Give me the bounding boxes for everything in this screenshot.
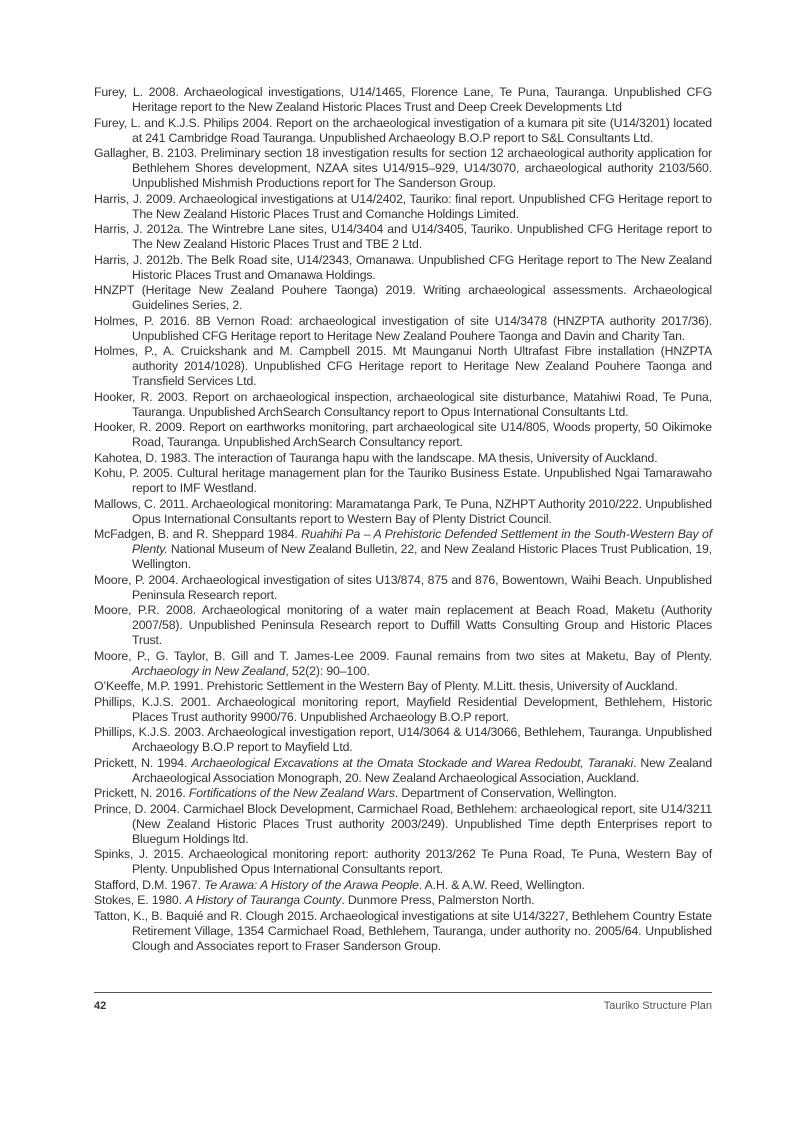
reference-text: Kahotea, D. 1983. The interaction of Tauranga hapu with the landscape. MA thesis, University of Auckland. (94, 450, 658, 465)
reference-text: Furey, L. and K.J.S. Philips 2004. Report on the archaeological investigation of a kumara pit site (U14/3201) located at 241 Cambridge Road Tauranga. Unpublished Archaeology B.O.P report to S&L Consultants Ltd. (94, 115, 712, 145)
reference-entry (94, 344, 712, 389)
reference-entry (94, 802, 712, 847)
document-title: Tauriko Structure Plan (603, 1000, 712, 1012)
reference-entry (94, 756, 712, 786)
reference-text: Harris, J. 2009. Archaeological investigations at U14/2402, Tauriko: final report. Unpublished CFG Heritage report to The New Zealand Historic Places Trust and Comanche Holdings Limited. (94, 191, 712, 221)
reference-text: Tatton, K., B. Baquié and R. Clough 2015. Archaeological investigations at site U14/3227, Bethlehem Country Estate Retirement Village, 1354 Carmichael Road, Bethlehem, Tauranga, under authority no. 2005/64. Unpublished Clough and Associates report to Fraser Sanderson Group. (94, 908, 712, 953)
reference-text: Harris, J. 2012a. The Wintrebre Lane sites, U14/3404 and U14/3405, Tauriko. Unpublished CFG Heritage report to The New Zealand Historic Places Trust and TBE 2 Ltd. (94, 222, 712, 251)
reference-entry (94, 573, 712, 603)
reference-list (94, 85, 712, 954)
page-number: 42 (94, 1000, 107, 1012)
reference-entry (94, 222, 712, 252)
reference-text: Holmes, P. 2016. 8B Vernon Road: archaeological investigation of site U14/3478 (HNZPTA authority 2017/36). Unpublished CFG Heritage report to Heritage New Zealand Pouhere Taonga and Davin and Charity Tan. (94, 313, 712, 343)
reference-entry (94, 192, 712, 222)
reference-entry (94, 451, 712, 466)
reference-entry (94, 420, 712, 450)
reference-text: Phillips, K.J.S. 2001. Archaeological monitoring report, Mayfield Residential Development, Bethlehem, Historic Places Trust authority 9900/76. Unpublished Archaeology B.O.P report. (94, 694, 712, 724)
reference-entry (94, 466, 712, 496)
reference-text: Hooker, R. 2003. Report on archaeological inspection, archaeological site disturbance, Matahiwi Road, Te Puna, Tauranga. Unpublished ArchSearch Consultancy report to Opus International Consultants Ltd. (94, 389, 712, 419)
reference-text: Moore, P.R. 2008. Archaeological monitoring of a water main replacement at Beach Road, Maketu (Authority 2007/58). Unpublished Peninsula Research report to Duffill Watts Consulting Group and Historic Places Trust. (94, 603, 712, 647)
footer-divider (94, 992, 712, 993)
reference-text: Moore, P. 2004. Archaeological investigation of sites U13/874, 875 and 876, Bowentown, Waihi Beach. Unpublished Peninsula Research report. (94, 572, 712, 602)
reference-text: McFadgen, B. and R. Sheppard 1984. (94, 527, 302, 541)
reference-text: , 52(2): 90–100. (285, 663, 370, 678)
reference-text: Furey, L. 2008. Archaeological investigations, U14/1465, Florence Lane, Te Puna, Tauranga. Unpublished CFG Heritage report to the New Zealand Historic Places Trust and Deep Creek Developments Ltd (94, 85, 712, 114)
reference-entry (94, 679, 712, 694)
reference-text: National Museum of New Zealand Bulletin, 22, and New Zealand Historic Places Trust Publication, 19, Wellington. (132, 542, 712, 571)
reference-text: . A.H. & A.W. Reed, Wellington. (418, 877, 585, 892)
reference-text: Hooker, R. 2009. Report on earthworks monitoring, part archaeological site U14/805, Woods property, 50 Oikimoke Road, Tauranga. Unpublished ArchSearch Consultancy report. (94, 420, 712, 449)
reference-text: Kohu, P. 2005. Cultural heritage management plan for the Tauriko Business Estate. Unpublished Ngai Tamarawaho report to IMF Westland. (94, 466, 712, 495)
reference-text: Holmes, P., A. Cruickshank and M. Campbell 2015. Mt Maunganui North Ultrafast Fibre installation (HNZPTA authority 2014/1028). Unpublished CFG Heritage report to Heritage New Zealand Pouhere Taonga and Transfield Services Ltd. (94, 344, 712, 388)
reference-entry (94, 527, 712, 572)
reference-entry (94, 725, 712, 755)
reference-text: . Department of Conservation, Wellington. (394, 786, 617, 800)
reference-text: Stafford, D.M. 1967. (94, 877, 205, 892)
reference-text: Harris, J. 2012b. The Belk Road site, U14/2343, Omanawa. Unpublished CFG Heritage report to The New Zealand Historic Places Trust and Omanawa Holdings. (94, 252, 712, 282)
reference-entry (94, 878, 712, 893)
reference-text: Spinks, J. 2015. Archaeological monitoring report: authority 2013/262 Te Puna Road, Te Puna, Western Bay of Plenty. Unpublished Opus International Consultants report. (94, 847, 712, 876)
reference-text: . New Zealand Archaeological Association Monograph, 20. New Zealand Archaeological Association, Auckland. (132, 755, 713, 785)
reference-text: O’Keeffe, M.P. 1991. Prehistoric Settlement in the Western Bay of Plenty. M.Litt. thesis, University of Auckland. (94, 679, 678, 693)
reference-entry (94, 695, 712, 725)
reference-entry (94, 893, 712, 908)
reference-entry (94, 649, 712, 679)
reference-text: Stokes, E. 1980. (94, 893, 186, 907)
reference-entry (94, 786, 712, 801)
reference-entry (94, 146, 712, 191)
reference-entry (94, 603, 712, 648)
reference-text: Phillips, K.J.S. 2003. Archaeological investigation report, U14/3064 & U14/3066, Bethlehem, Tauranga. Unpublished Archaeology B.O.P report to Mayfield Ltd. (94, 725, 712, 754)
reference-entry (94, 283, 712, 313)
reference-title-italic: Ruahihi Pa – A Prehistoric Defended Settlement in the South-Western Bay of Plenty. (132, 527, 712, 556)
reference-text: Mallows, C. 2011. Archaeological monitoring: Maramatanga Park, Te Puna, NZHPT Authority 2010/222. Unpublished Opus International Consultants report to Western Bay of Plenty District Council. (94, 496, 712, 526)
reference-text: . Dunmore Press, Palmerston North. (341, 893, 535, 907)
reference-entry (94, 847, 712, 877)
reference-text: HNZPT (Heritage New Zealand Pouhere Taonga) 2019. Writing archaeological assessments. Archaeological Guidelines Series, 2. (94, 283, 712, 312)
reference-text: Prince, D. 2004. Carmichael Block Development, Carmichael Road, Bethlehem: archaeological report, site U14/3211 (New Zealand Historic Places Trust authority 2003/249). Unpublished Time depth Enterprises report to Bluegum Holdings ltd. (94, 801, 712, 846)
reference-entry (94, 85, 712, 115)
reference-title-italic: Archaeological Excavations at the Omata Stockade and Warea Redoubt, Taranaki (191, 755, 634, 770)
reference-text: Gallagher, B. 2103. Preliminary section 18 investigation results for section 12 archaeological authority application for Bethlehem Shores development, NZAA sites U14/915–929, U14/3070, archaeological authority 2103/560. Unpublished Mishmish Productions report for The Sanderson Group. (94, 146, 712, 190)
reference-title-italic: Te Arawa: A History of the Arawa People (204, 877, 419, 892)
reference-entry (94, 116, 712, 146)
reference-entry (94, 253, 712, 283)
reference-entry (94, 390, 712, 420)
reference-title-italic: Archaeology in New Zealand (132, 663, 286, 678)
reference-text: Prickett, N. 2016. (94, 786, 189, 800)
reference-title-italic: Fortifications of the New Zealand Wars (188, 786, 395, 800)
reference-text: Prickett, N. 1994. (94, 755, 192, 770)
reference-text: Moore, P., G. Taylor, B. Gill and T. James-Lee 2009. Faunal remains from two sites at Maketu, Bay of Plenty. (94, 648, 712, 663)
reference-entry (94, 909, 712, 954)
reference-entry (94, 497, 712, 527)
reference-entry (94, 314, 712, 344)
reference-title-italic: A History of Tauranga County (185, 893, 342, 907)
